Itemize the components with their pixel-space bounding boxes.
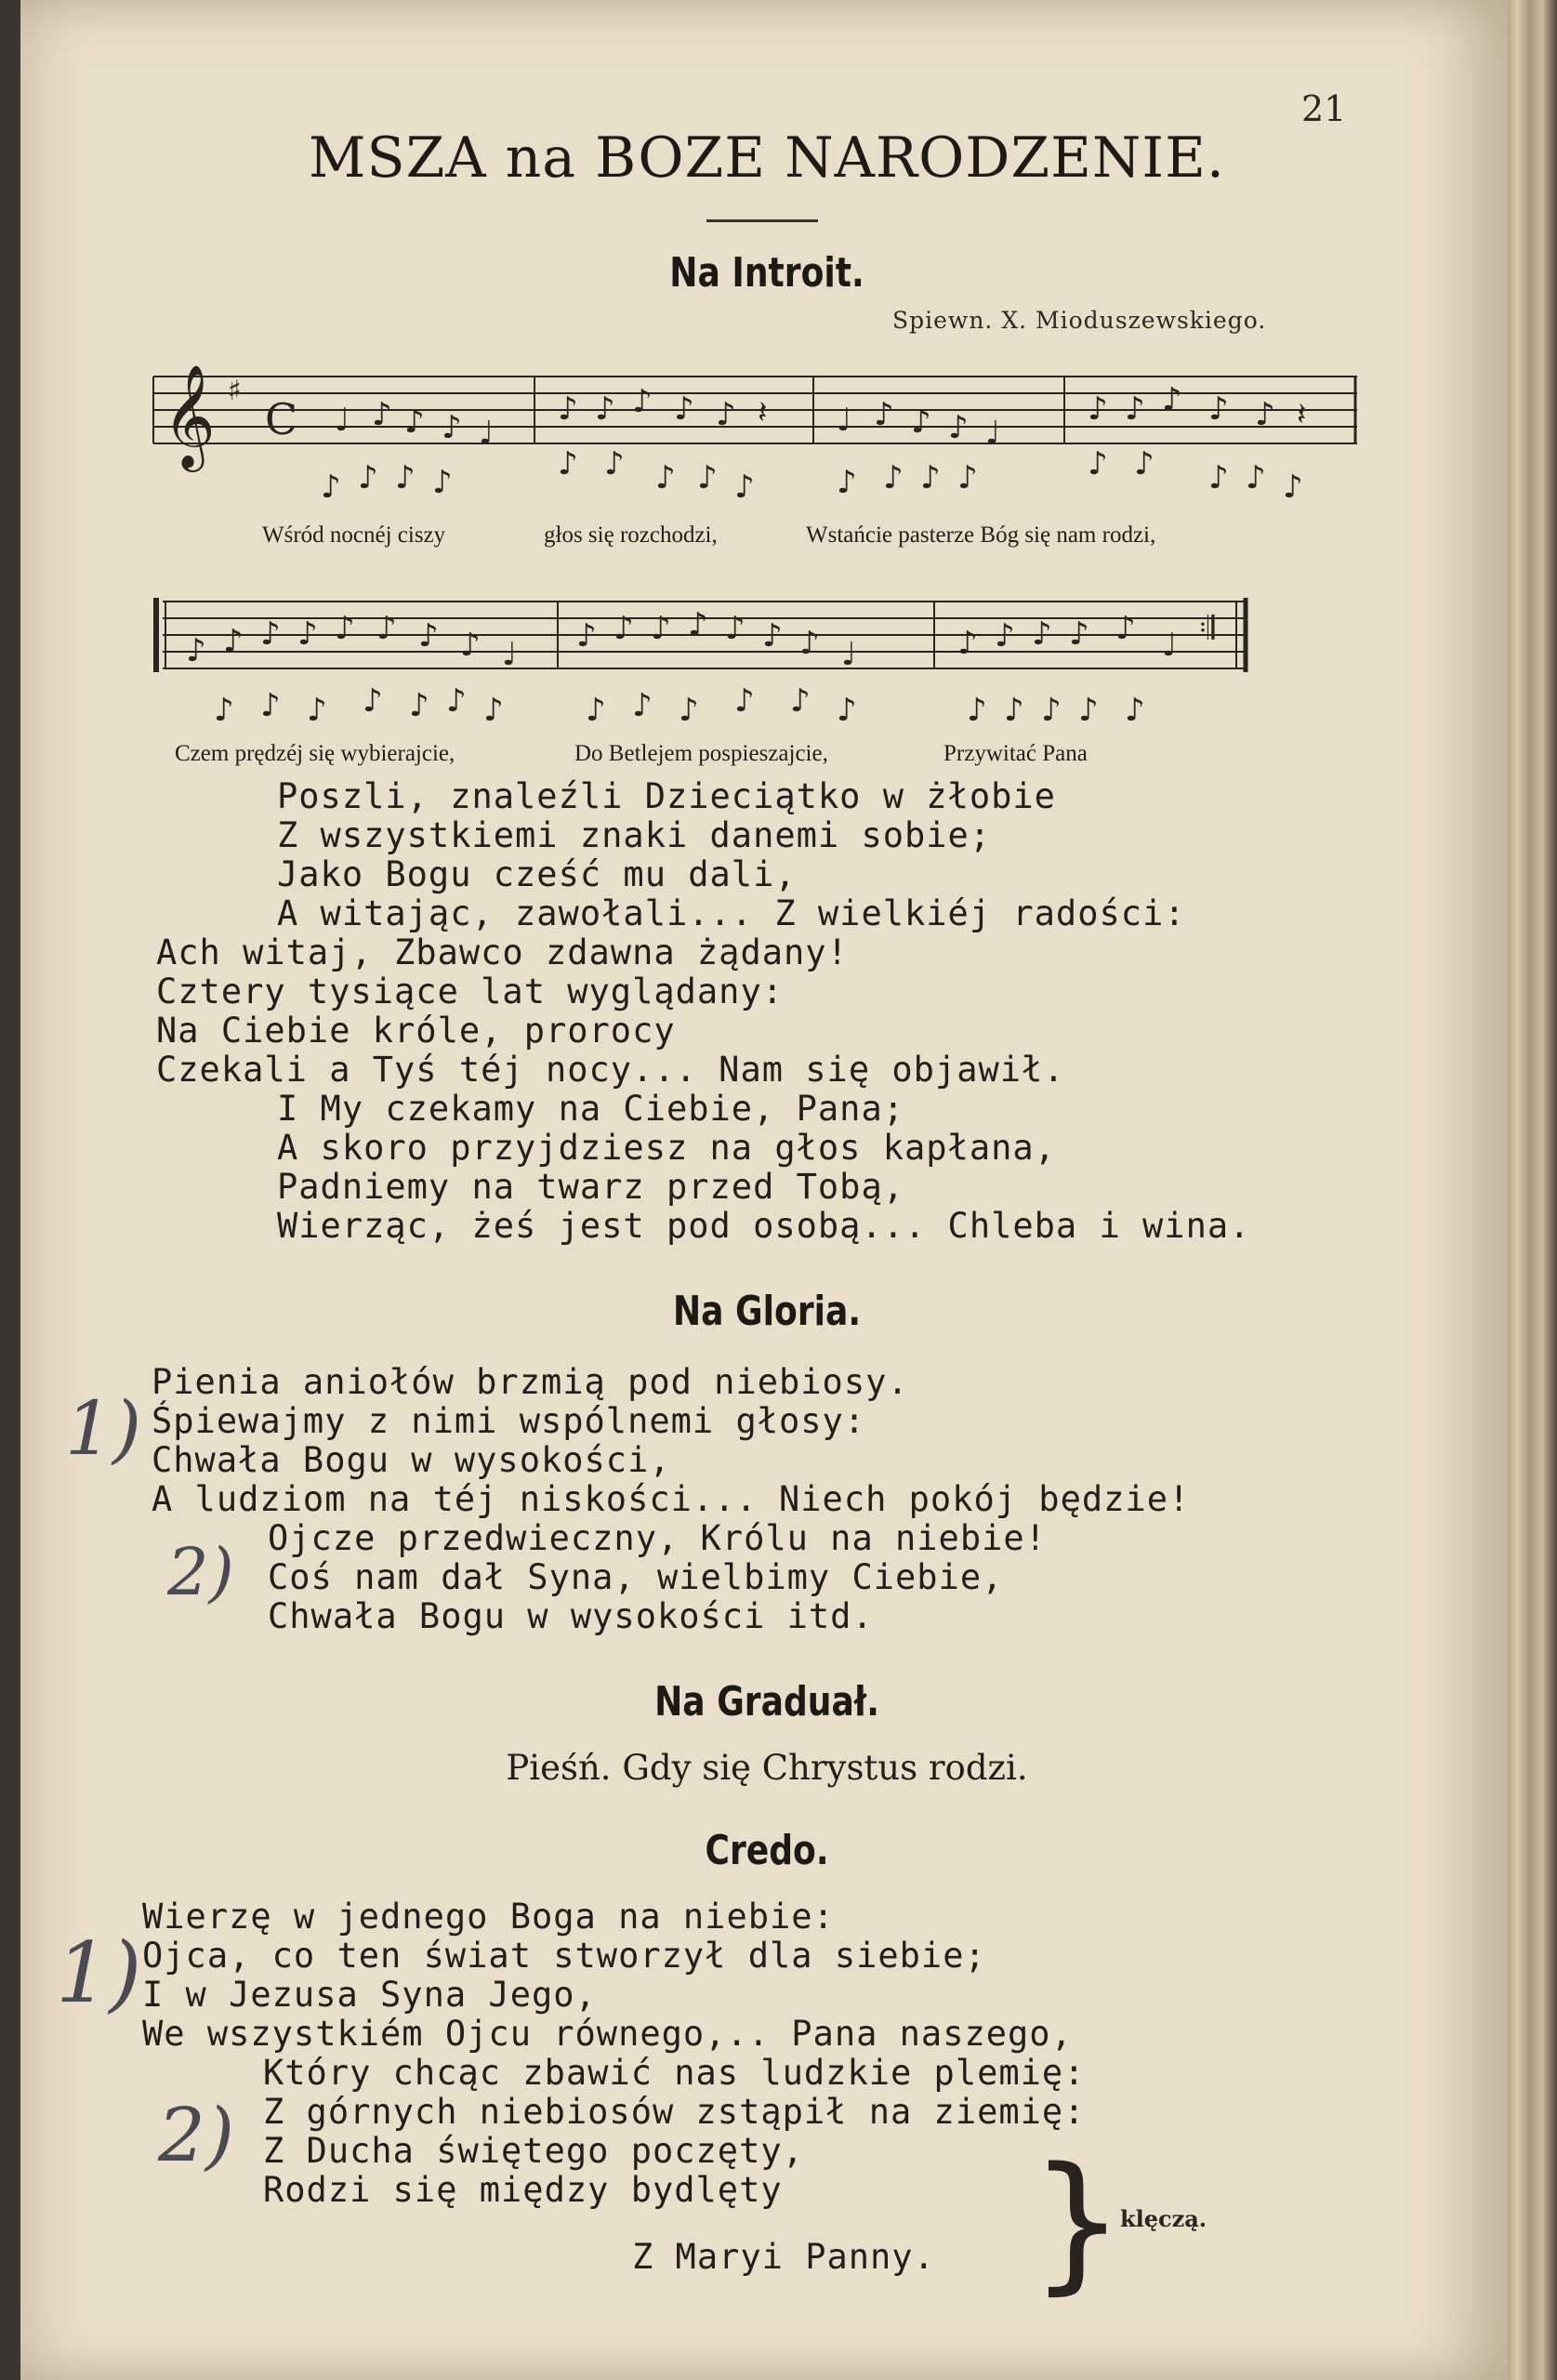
svg-text:♪: ♪ — [734, 682, 755, 720]
svg-text:♪: ♪ — [186, 632, 206, 669]
handwritten-note-1: 1) — [65, 1385, 142, 1472]
svg-text:♪: ♪ — [376, 610, 397, 647]
svg-text:♩: ♩ — [985, 415, 1001, 452]
svg-text:♪: ♪ — [1208, 390, 1229, 428]
svg-text:♪: ♪ — [260, 615, 281, 653]
svg-text:♪: ♪ — [358, 459, 378, 496]
svg-text:C: C — [265, 394, 298, 444]
svg-text:♪: ♪ — [1032, 615, 1052, 653]
svg-text:𝄽: 𝄽 — [1297, 396, 1307, 433]
gloria-verse-line: Ojcze przedwieczny, Królu na niebie! — [268, 1518, 1047, 1558]
introit-attribution: Spiewn. X. Mioduszewskiego. — [892, 307, 1267, 334]
svg-text:♪: ♪ — [995, 617, 1015, 654]
svg-text:♩: ♩ — [837, 402, 852, 439]
introit-verse-line: A witając, zawołali... Z wielkiéj radości: — [277, 893, 1186, 933]
svg-text:♪: ♪ — [297, 615, 318, 653]
introit-lyric-6: Przywitać Pana — [943, 741, 1088, 766]
introit-lyric-2: głos się rozchodzi, — [544, 522, 718, 548]
svg-text:♪: ♪ — [948, 409, 969, 446]
svg-text:♪: ♪ — [404, 403, 425, 441]
page-edge — [1508, 0, 1557, 2380]
gloria-verse-line: Coś nam dał Syna, wielbimy Ciebie, — [268, 1557, 1004, 1597]
introit-verse-line: Czekali a Tyś téj nocy... Nam się objawił. — [156, 1050, 1065, 1090]
credo-verse-line: Z Ducha świętego poczęty, — [263, 2131, 804, 2171]
credo-verse-line: Rodzi się między bydlęty — [263, 2170, 783, 2210]
svg-text:♪: ♪ — [697, 459, 718, 496]
svg-text:♪: ♪ — [614, 610, 634, 647]
svg-text:𝄽: 𝄽 — [758, 394, 768, 431]
svg-text:♪: ♪ — [1088, 390, 1108, 428]
introit-verse-line: A skoro przyjdziesz na głos kapłana, — [277, 1128, 1056, 1168]
introit-verse-line: Wierząc, żeś jest pod osobą... Chleba i wina. — [277, 1206, 1251, 1246]
svg-text:♪: ♪ — [716, 396, 736, 433]
svg-text:♪: ♪ — [1134, 445, 1155, 483]
gloria-verse-line: Śpiewajmy z nimi wspólnemi głosy: — [152, 1401, 866, 1441]
credo-verse-line: Który chcąc zbawić nas ludzkie plemię: — [263, 2053, 1086, 2093]
introit-lyric-5: Do Betlejem pospieszajcie, — [574, 741, 828, 766]
svg-text:♪: ♪ — [762, 617, 783, 654]
svg-text:♪: ♪ — [1069, 615, 1089, 653]
credo-verse-line: We wszystkiém Ojcu równego,.. Pana naszego, — [142, 2014, 1073, 2054]
svg-text:♪: ♪ — [321, 469, 341, 506]
svg-text:♪: ♪ — [1208, 459, 1229, 496]
svg-text:♪: ♪ — [214, 692, 234, 729]
svg-text:♪: ♪ — [1283, 469, 1303, 506]
svg-text:♪: ♪ — [1162, 381, 1182, 418]
credo-heading: Credo. — [705, 1827, 829, 1874]
svg-text:♪: ♪ — [632, 687, 653, 724]
svg-text:♪: ♪ — [1078, 692, 1099, 729]
svg-text:♪: ♪ — [604, 445, 625, 483]
gradual-text: Pieśń. Gdy się Chrystus rodzi. — [506, 1748, 1028, 1788]
svg-text:♪: ♪ — [1125, 390, 1145, 428]
svg-text:♩: ♩ — [841, 636, 857, 673]
svg-text:♪: ♪ — [1255, 396, 1275, 433]
page-title: MSZA na BOZE NARODZENIE. — [309, 126, 1225, 191]
svg-text:♪: ♪ — [674, 390, 694, 428]
svg-text:♪: ♪ — [1004, 692, 1024, 729]
svg-text:♪: ♪ — [442, 409, 462, 446]
introit-verse-line: Padniemy na twarz przed Tobą, — [277, 1167, 905, 1207]
svg-text:♪: ♪ — [1246, 459, 1266, 496]
svg-text:𝄇: 𝄇 — [1199, 610, 1215, 647]
svg-text:♪: ♪ — [558, 390, 578, 428]
svg-text:♪: ♪ — [688, 606, 708, 643]
svg-text:♪: ♪ — [837, 692, 857, 729]
gloria-verse-line: A ludziom na téj niskości... Niech pokój będzie! — [152, 1479, 1191, 1519]
introit-verse-line: Ach witaj, Zbawco zdawna żądany! — [156, 932, 849, 972]
introit-verse-line: Poszli, znaleźli Dzieciątko w żłobie — [277, 776, 1056, 816]
introit-verse-line: I My czekamy na Ciebie, Pana; — [277, 1089, 905, 1129]
music-staff-1 — [149, 358, 1366, 525]
svg-text:♪: ♪ — [655, 459, 676, 496]
svg-text:♪: ♪ — [372, 396, 392, 433]
gloria-verse-line: Pienia aniołów brzmią pod niebiosy. — [152, 1362, 909, 1402]
svg-text:♪: ♪ — [335, 610, 355, 647]
brace-symbol: } — [1030, 2135, 1125, 2308]
svg-text:♪: ♪ — [1125, 692, 1145, 729]
svg-text:♪: ♪ — [632, 383, 653, 420]
svg-text:♪: ♪ — [790, 682, 811, 720]
svg-text:♪: ♪ — [395, 459, 416, 496]
page-number: 21 — [1301, 88, 1347, 129]
introit-verse-line: Cztery tysiące lat wyglądany: — [156, 972, 785, 1012]
svg-text:♩: ♩ — [1162, 627, 1178, 664]
credo-verse-line: Z górnych niebiosów zstąpił na ziemię: — [263, 2092, 1086, 2132]
svg-text:♪: ♪ — [558, 445, 578, 483]
svg-text:♪: ♪ — [1115, 610, 1136, 647]
introit-verse-line: Z wszystkiemi znaki danemi sobie; — [277, 815, 992, 855]
svg-text:♪: ♪ — [967, 692, 987, 729]
svg-text:♯: ♯ — [228, 375, 242, 407]
svg-text:♪: ♪ — [446, 682, 467, 720]
handwritten-note-4: 2) — [158, 2092, 235, 2178]
svg-text:♪: ♪ — [409, 687, 429, 724]
svg-text:♩: ♩ — [479, 415, 495, 452]
svg-text:♪: ♪ — [595, 390, 615, 428]
svg-text:♪: ♪ — [734, 469, 755, 506]
handwritten-note-2: 2) — [167, 1534, 234, 1610]
svg-text:♪: ♪ — [418, 617, 439, 654]
svg-text:♪: ♪ — [260, 687, 281, 724]
svg-text:♪: ♪ — [957, 625, 978, 662]
music-staff-2 — [149, 581, 1255, 748]
svg-text:♪: ♪ — [432, 464, 453, 501]
svg-text:♪: ♪ — [874, 396, 894, 433]
handwritten-note-3: 1) — [56, 1924, 142, 2022]
title-divider — [706, 219, 818, 222]
kneel-note: klęczą. — [1120, 2205, 1207, 2232]
svg-text:♪: ♪ — [651, 610, 671, 647]
svg-text:♪: ♪ — [223, 623, 244, 660]
introit-verse-line: Na Ciebie króle, prorocy — [156, 1011, 676, 1051]
credo-verse-line: Z Maryi Panny. — [632, 2237, 935, 2277]
svg-text:♪: ♪ — [883, 459, 904, 496]
introit-verse-line: Jako Bogu cześć mu dali, — [277, 854, 797, 894]
gloria-heading: Na Gloria. — [672, 1288, 862, 1335]
credo-verse-line: Wierzę w jednego Boga na niebie: — [142, 1897, 835, 1937]
credo-verse-line: I w Jezusa Syna Jego, — [142, 1975, 597, 2015]
svg-text:𝄞: 𝄞 — [163, 364, 216, 468]
svg-text:♪: ♪ — [920, 459, 941, 496]
svg-text:♪: ♪ — [837, 464, 857, 501]
svg-text:♪: ♪ — [799, 625, 820, 662]
svg-text:♪: ♪ — [1088, 445, 1108, 483]
introit-lyric-4: Czem prędzéj się wybierajcie, — [175, 741, 455, 766]
svg-text:♪: ♪ — [957, 459, 978, 496]
gloria-verse-line: Chwała Bogu w wysokości, — [152, 1440, 671, 1480]
gradual-heading: Na Graduał. — [654, 1678, 879, 1726]
svg-text:♪: ♪ — [1041, 692, 1062, 729]
introit-lyric-1: Wśród nocnéj ciszy — [262, 522, 446, 548]
credo-verse-line: Ojca, co ten świat stworzył dla siebie; — [142, 1936, 986, 1976]
gloria-verse-line: Chwała Bogu w wysokości itd. — [268, 1596, 874, 1636]
svg-text:♪: ♪ — [460, 627, 481, 664]
introit-heading: Na Introit. — [669, 249, 864, 297]
svg-text:♩: ♩ — [335, 402, 350, 439]
svg-text:♪: ♪ — [307, 692, 327, 729]
svg-text:♪: ♪ — [679, 692, 699, 729]
svg-text:♪: ♪ — [586, 692, 606, 729]
svg-text:♪: ♪ — [911, 403, 931, 441]
svg-text:♪: ♪ — [483, 692, 504, 729]
svg-text:♪: ♪ — [363, 682, 383, 720]
introit-lyric-3: Wstańcie pasterze Bóg się nam rodzi, — [806, 522, 1156, 548]
svg-text:♪: ♪ — [576, 617, 597, 654]
svg-text:♪: ♪ — [725, 610, 746, 647]
svg-text:♩: ♩ — [502, 636, 518, 673]
